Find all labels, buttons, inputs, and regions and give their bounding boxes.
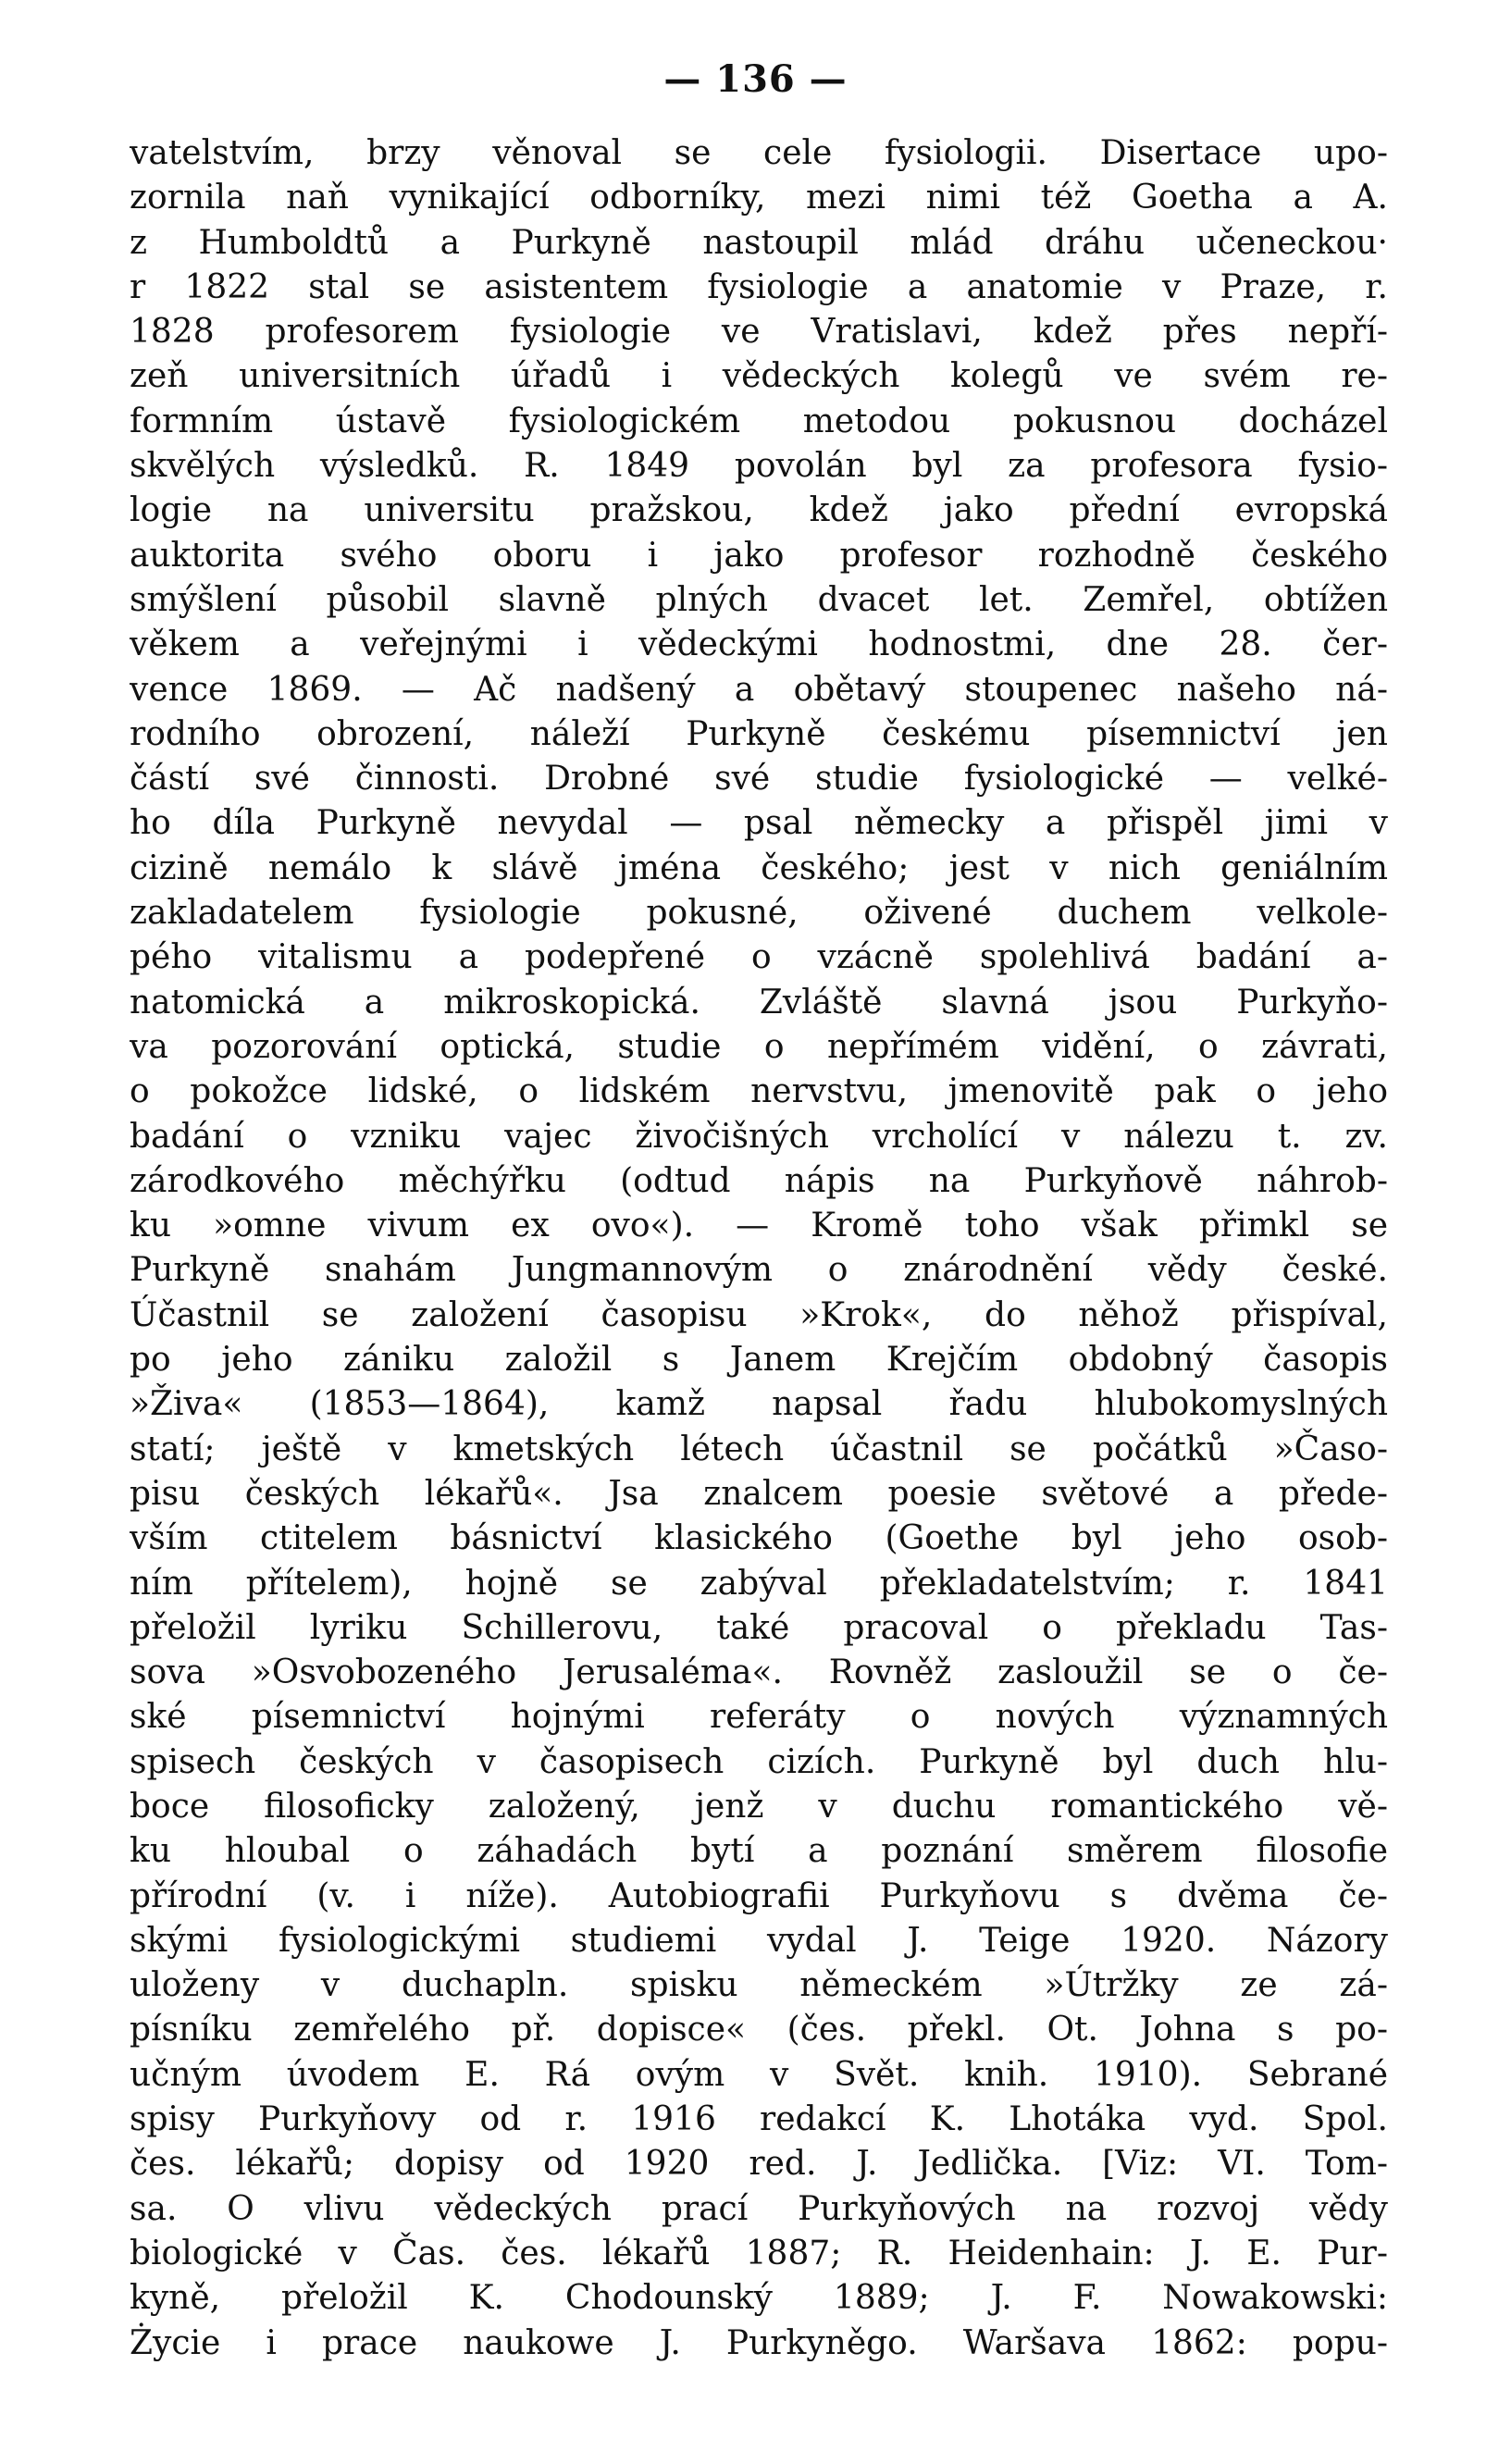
text-line: písníku zemřelého př. dopisce« (čes. překl. Ot. Johna s po- [130,2011,1388,2049]
text-line: spisy Purkyňovy od r. 1916 redakcí K. Lhotáka vyd. Spol. [130,2100,1388,2139]
text-line: sova »Osvobozeného Jerusaléma«. Rovněž zasloužil se o če- [130,1653,1388,1692]
text-line: skvělých výsledků. R. 1849 povolán byl za profesora fysio- [130,447,1388,486]
text-line: spisech českých v časopisech cizích. Purkyně byl duch hlu- [130,1742,1388,1781]
text-line: statí; ještě v kmetských létech účastnil se počátků »Časo- [130,1430,1388,1468]
text-line: pého vitalismu a podepřené o vzácně spolehlivá badání a- [130,938,1388,977]
text-line: skými fysiologickými studiemi vydal J. Teige 1920. Názory [130,1921,1388,1960]
text-line: auktorita svého oboru i jako profesor rozhodně českého [130,536,1388,575]
text-line: zeň universitních úřadů i vědeckých kolegů ve svém re- [130,357,1388,396]
text-line: z Humboldtů a Purkyně nastoupil mlád dráhu učeneckou· [130,223,1388,262]
text-line: částí své činnosti. Drobné své studie fysiologické — velké- [130,760,1388,799]
text-line: boce filosoficky založený, jenž v duchu romantického vě- [130,1787,1388,1826]
text-line: zornila naň vynikající odborníky, mezi nimi též Goetha a A. [130,179,1388,217]
text-line: vším ctitelem básnictví klasického (Goethe byl jeho osob- [130,1519,1388,1558]
text-line: 1828 profesorem fysiologie ve Vratislavi, kdež přes nepří- [130,313,1388,352]
text-line: ním přítelem), hojně se zabýval překladatelstvím; r. 1841 [130,1564,1388,1603]
text-line: Życie i prace naukowe J. Purkyněgo. Waršava 1862: popu- [130,2323,1388,2362]
text-line: va pozorování optická, studie o nepřímém vidění, o závrati, [130,1027,1388,1066]
text-line: věkem a veřejnými i vědeckými hodnostmi, dne 28. čer- [130,625,1388,664]
text-line: badání o vzniku vajec živočišných vrcholící v nálezu t. zv. [130,1117,1388,1156]
text-line: ku »omne vivum ex ovo«). — Kromě toho však přimkl se [130,1207,1388,1245]
page-number: — 136 — [663,57,848,101]
text-line: ho díla Purkyně nevydal — psal německy a přispěl jimi v [130,804,1388,843]
text-line: logie na universitu pražskou, kdež jako přední evropská [130,491,1388,530]
text-line: natomická a mikroskopická. Zvláště slavná jsou Purkyňo- [130,983,1388,1022]
text-line: vence 1869. — Ač nadšený a obětavý stoupenec našeho ná- [130,670,1388,709]
text-line: biologické v Čas. čes. lékařů 1887; R. Heidenhain: J. E. Pur- [130,2234,1388,2272]
text-line: ské písemnictví hojnými referáty o nových významných [130,1698,1388,1737]
text-line: sa. O vlivu vědeckých prací Purkyňových na rozvoj vědy [130,2189,1388,2228]
text-line: po jeho zániku založil s Janem Krejčím obdobný časopis [130,1341,1388,1380]
text-line: r 1822 stal se asistentem fysiologie a anatomie v Praze, r. [130,267,1388,306]
text-line: pisu českých lékařů«. Jsa znalcem poesie světové a přede- [130,1474,1388,1513]
text-line: formním ústavě fysiologickém metodou pokusnou docházel [130,402,1388,440]
text-line: čes. lékařů; dopisy od 1920 red. J. Jedlička. [Viz: VI. Tom- [130,2145,1388,2184]
text-line: přírodní (v. i níže). Autobiografii Purkyňovu s dvěma če- [130,1876,1388,1915]
text-line: přeložil lyriku Schillerovu, také pracoval o překladu Tas- [130,1608,1388,1647]
text-line: uloženy v duchapln. spisku německém »Útržky ze zá- [130,1966,1388,2005]
text-line: rodního obrození, náleží Purkyně českému písemnictví jen [130,714,1388,753]
text-line: zakladatelem fysiologie pokusné, oživené duchem velkole- [130,894,1388,933]
body-text [130,131,1388,2366]
text-line: učným úvodem E. Rá ovým v Svět. knih. 1910). Sebrané [130,2055,1388,2094]
text-line: Purkyně snahám Jungmannovým o znárodnění vědy české. [130,1251,1388,1290]
text-line: vatelstvím, brzy věnoval se cele fysiologii. Disertace upo- [130,134,1388,172]
text-line: smýšlení působil slavně plných dvacet let. Zemřel, obtížen [130,580,1388,619]
text-line: kyně, přeložil K. Chodounský 1889; J. F. Nowakowski: [130,2279,1388,2318]
text-line: Účastnil se založení časopisu »Krok«, do něhož přispíval, [130,1295,1388,1334]
text-line: ku hloubal o záhadách bytí a poznání směrem filosofie [130,1832,1388,1871]
text-line: o pokožce lidské, o lidském nervstvu, jmenovitě pak o jeho [130,1072,1388,1111]
text-line: »Živa« (1853—1864), kamž napsal řadu hlubokomyslných [130,1385,1388,1424]
text-line: zárodkového měchýřku (odtud nápis na Purkyňově náhrob- [130,1161,1388,1200]
text-line: cizině nemálo k slávě jména českého; jest v nich geniálním [130,848,1388,887]
